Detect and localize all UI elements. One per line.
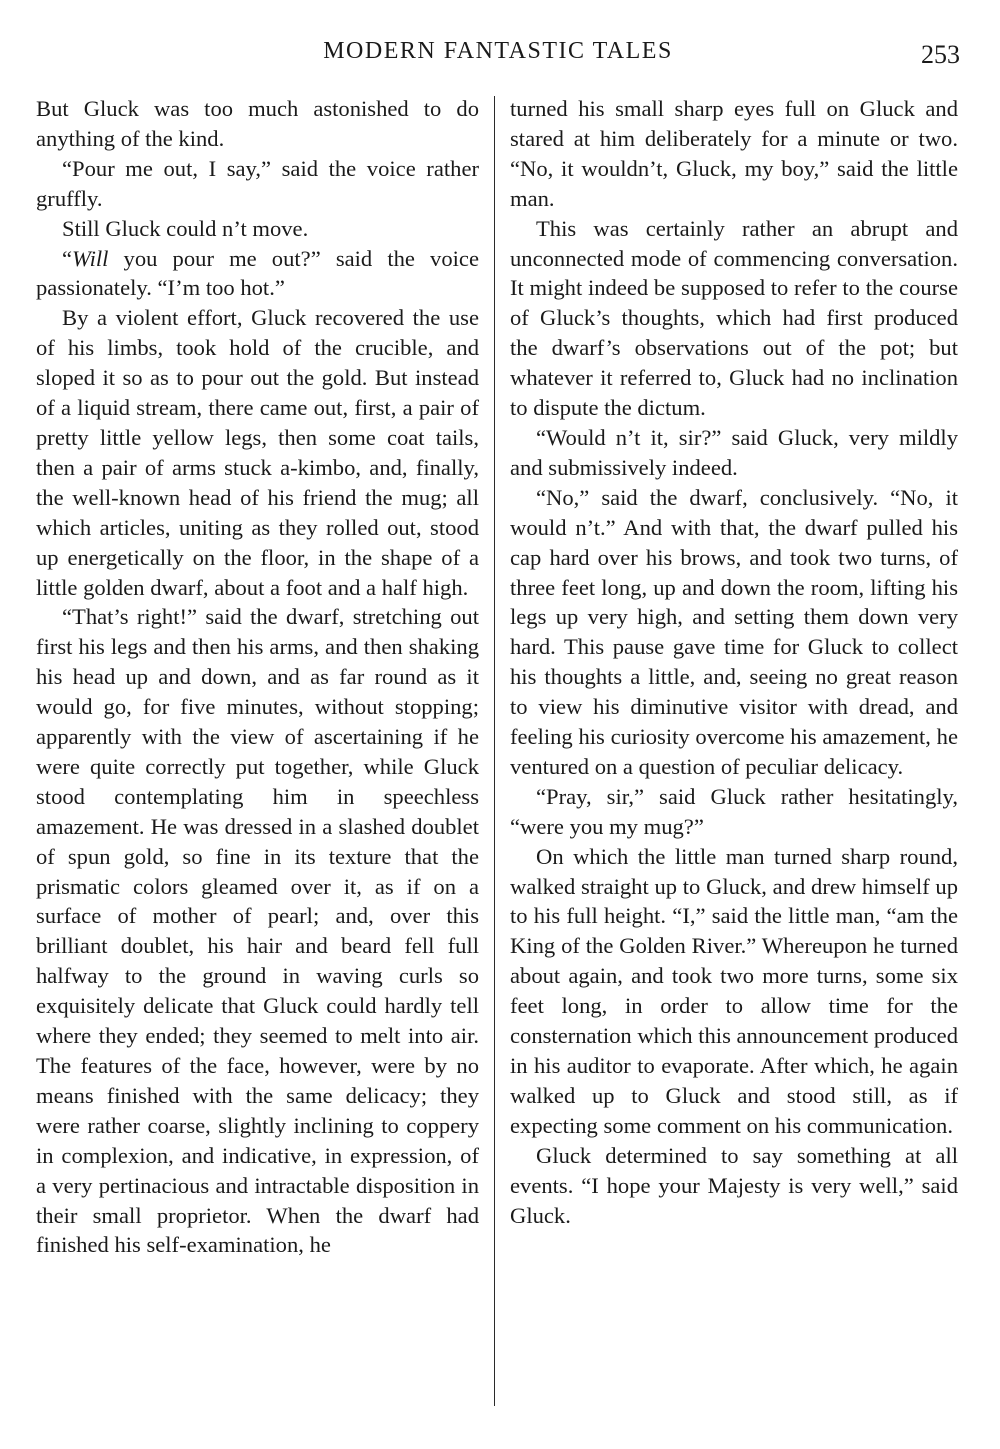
paragraph: Gluck determined to say something at all events. “I hope your Majesty is very well,” said Gluck. xyxy=(510,1142,958,1228)
paragraph: Still Gluck could n’t move. xyxy=(62,215,309,241)
paragraph-text: you pour me out?” said the voice passionately. “I’m too hot.” xyxy=(36,245,479,301)
left-column xyxy=(36,94,479,1260)
paragraph: “No,” said the dwarf, conclusively. “No, it would n’t.” And with that, the dwarf pulled his cap hard over his brows, and took two turns, of three feet long, up and down the room, lifting his legs up very high, and setting them down very hard. This pause gave time for Gluck to collect his thoughts a little, and, seeing no great reason to view his diminutive visitor with dread, and feeling his curiosity overcome his amazement, he ventured on a question of peculiar delicacy. xyxy=(510,484,958,779)
running-head xyxy=(36,36,960,76)
paragraph: turned his small sharp eyes full on Gluck and stared at him deliberately for a minute or two. “No, it wouldn’t, Gluck, my boy,” said the little man. xyxy=(510,96,958,211)
paragraph: “Pray, sir,” said Gluck rather hesitatingly, “were you my mug?” xyxy=(510,783,958,839)
right-column xyxy=(510,94,958,1230)
paragraph: “Would n’t it, sir?” said Gluck, very mildly and submissively indeed. xyxy=(510,424,958,480)
paragraph: But Gluck was too much astonished to do anything of the kind. xyxy=(36,96,479,151)
emphasis: Will xyxy=(72,245,109,271)
paragraph: On which the little man turned sharp round, walked straight up to Gluck, and drew himself up to his full height. “I,” said the little man, “am the King of the Golden River.” Whereupon he turned about again, and took two more turns, some six feet long, in order to allow time for the consternation which this announcement produced in his auditor to evaporate. After which, he again walked up to Gluck and stood still, as if expecting some comment on his communication. xyxy=(510,843,958,1138)
column-divider xyxy=(494,96,495,1406)
paragraph: “That’s right!” said the dwarf, stretching out first his legs and then his arms, and then shaking his head up and down, and as far round as it would go, for five minutes, without stopping; apparently with the view of ascertaining if he were quite correctly put together, while Gluck stood contemplating him in speechless amazement. He was dressed in a slashed doublet of spun gold, so fine in its texture that the prismatic colors gleamed over it, as if on a surface of mother of pearl; and, over this brilliant doublet, his hair and beard fell full halfway to the ground in waving curls so exquisitely delicate that Gluck could hardly tell where they ended; they seemed to melt into air. The features of the face, however, were by no means finished with the same delicacy; they were rather coarse, slightly inclining to coppery in complexion, and indicative, in expression, of a very pertinacious and intractable disposition in their small proprietor. When the dwarf had finished his self-examination, he xyxy=(36,604,479,1258)
quote-mark: “ xyxy=(62,245,73,271)
page-number: 253 xyxy=(921,40,960,69)
paragraph: This was certainly rather an abrupt and unconnected mode of commencing conversation. It might indeed be supposed to refer to the course of Gluck’s thoughts, which had first produced the dwarf’s observations out of the pot; but whatever it referred to, Gluck had no inclination to dispute the dictum. xyxy=(510,215,958,421)
running-title: MODERN FANTASTIC TALES xyxy=(323,38,673,64)
paragraph xyxy=(36,244,479,304)
paragraph: By a violent effort, Gluck recovered the use of his limbs, took hold of the crucible, and sloped it so as to pour out the gold. But instead of a liquid stream, there came out, first, a pair of pretty little yellow legs, then some coat tails, then a pair of arms stuck a-kimbo, and, finally, the well-known head of his friend the mug; all which articles, uniting as they rolled out, stood up energetically on the floor, in the shape of a little golden dwarf, about a foot and a half high. xyxy=(36,305,479,600)
paragraph: “Pour me out, I say,” said the voice rather gruffly. xyxy=(36,155,479,211)
